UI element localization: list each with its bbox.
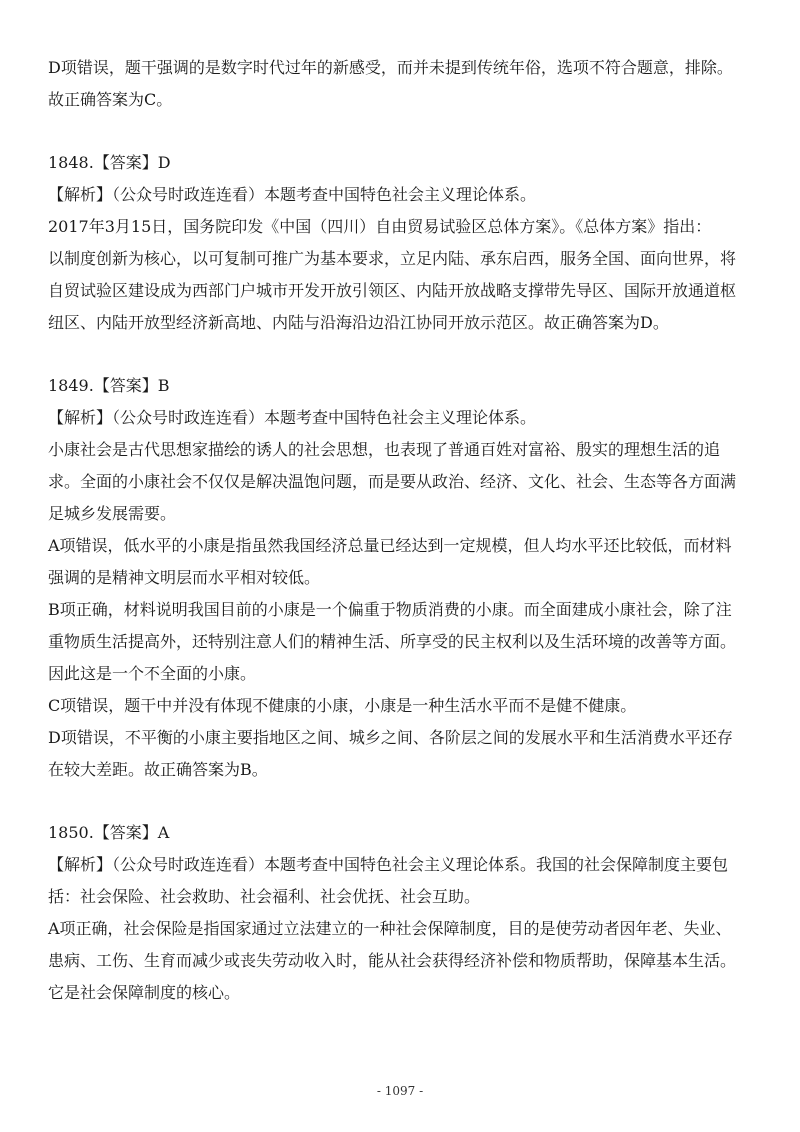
text-line: 求。全面的小康社会不仅仅是解决温饱问题，而是要从政治、经济、文化、社会、生态等各方面满 <box>48 472 737 491</box>
text-line: 自贸试验区建设成为西部门户城市开发开放引领区、内陆开放战略支撑带先导区、国际开放通道枢 <box>48 281 737 300</box>
text-line: B项正确，材料说明我国目前的小康是一个偏重于物质消费的小康。而全面建成小康社会，除了注 <box>48 600 732 619</box>
text-line: 故正确答案为C。 <box>48 90 173 109</box>
text-line: 它是社会保障制度的核心。 <box>48 983 241 1002</box>
text-line: D项错误，题干强调的是数字时代过年的新感受，而并未提到传统年俗，选项不符合题意，排除。 <box>48 58 733 77</box>
text-line: 强调的是精神文明层而水平相对较低。 <box>48 568 321 587</box>
text-line: A项错误，低水平的小康是指虽然我国经济总量已经达到一定规模，但人均水平还比较低，而材料 <box>48 536 732 555</box>
text-line: 小康社会是古代思想家描绘的诱人的社会思想，也表现了普通百姓对富裕、殷实的理想生活的追 <box>48 440 721 459</box>
paragraph-gap <box>48 786 760 817</box>
text-line: 【解析】（公众号时政连连看）本题考查中国特色社会主义理论体系。 <box>48 185 537 204</box>
text-line: C项错误，题干中并没有体现不健康的小康，小康是一种生活水平而不是健不健康。 <box>48 696 637 715</box>
text-line: 【解析】（公众号时政连连看）本题考查中国特色社会主义理论体系。我国的社会保障制度主要包 <box>48 855 729 874</box>
text-line: 重物质生活提高外，还特别注意人们的精神生活、所享受的民主权利以及生活环境的改善等方面。 <box>48 632 737 651</box>
text-line: 以制度创新为核心，以可复制可推广为基本要求，立足内陆、承东启西，服务全国、面向世界，将 <box>48 249 737 268</box>
text-line: 【解析】（公众号时政连连看）本题考查中国特色社会主义理论体系。 <box>48 408 537 427</box>
text-line: D项错误，不平衡的小康主要指地区之间、城乡之间、各阶层之间的发展水平和生活消费水平还存 <box>48 728 733 747</box>
text-line: A项正确，社会保险是指国家通过立法建立的一种社会保障制度，目的是使劳动者因年老、失业、 <box>48 919 732 938</box>
question-1850-answer: 1850.【答案】A <box>48 823 170 842</box>
page-number: - 1097 - <box>376 1084 424 1098</box>
question-1849-answer: 1849.【答案】B <box>48 376 170 395</box>
text-line: 因此这是一个不全面的小康。 <box>48 664 257 683</box>
text-line: 纽区、内陆开放型经济新高地、内陆与沿海沿边沿江协同开放示范区。故正确答案为D。 <box>48 313 669 332</box>
text-line: 括：社会保险、社会救助、社会福利、社会优抚、社会互助。 <box>48 887 481 906</box>
text-line: 足城乡发展需要。 <box>48 504 177 523</box>
paragraph-gap <box>48 116 760 147</box>
document-body <box>48 52 760 1009</box>
paragraph-gap <box>48 339 760 370</box>
text-line: 2017年3月15日，国务院印发《中国（四川）自由贸易试验区总体方案》。《总体方案》指出： <box>48 217 712 236</box>
text-line: 患病、工伤、生育而减少或丧失劳动收入时，能从社会获得经济补偿和物质帮助，保障基本生活。 <box>48 951 737 970</box>
question-1848-answer: 1848.【答案】D <box>48 153 171 172</box>
text-line: 在较大差距。故正确答案为B。 <box>48 760 268 779</box>
